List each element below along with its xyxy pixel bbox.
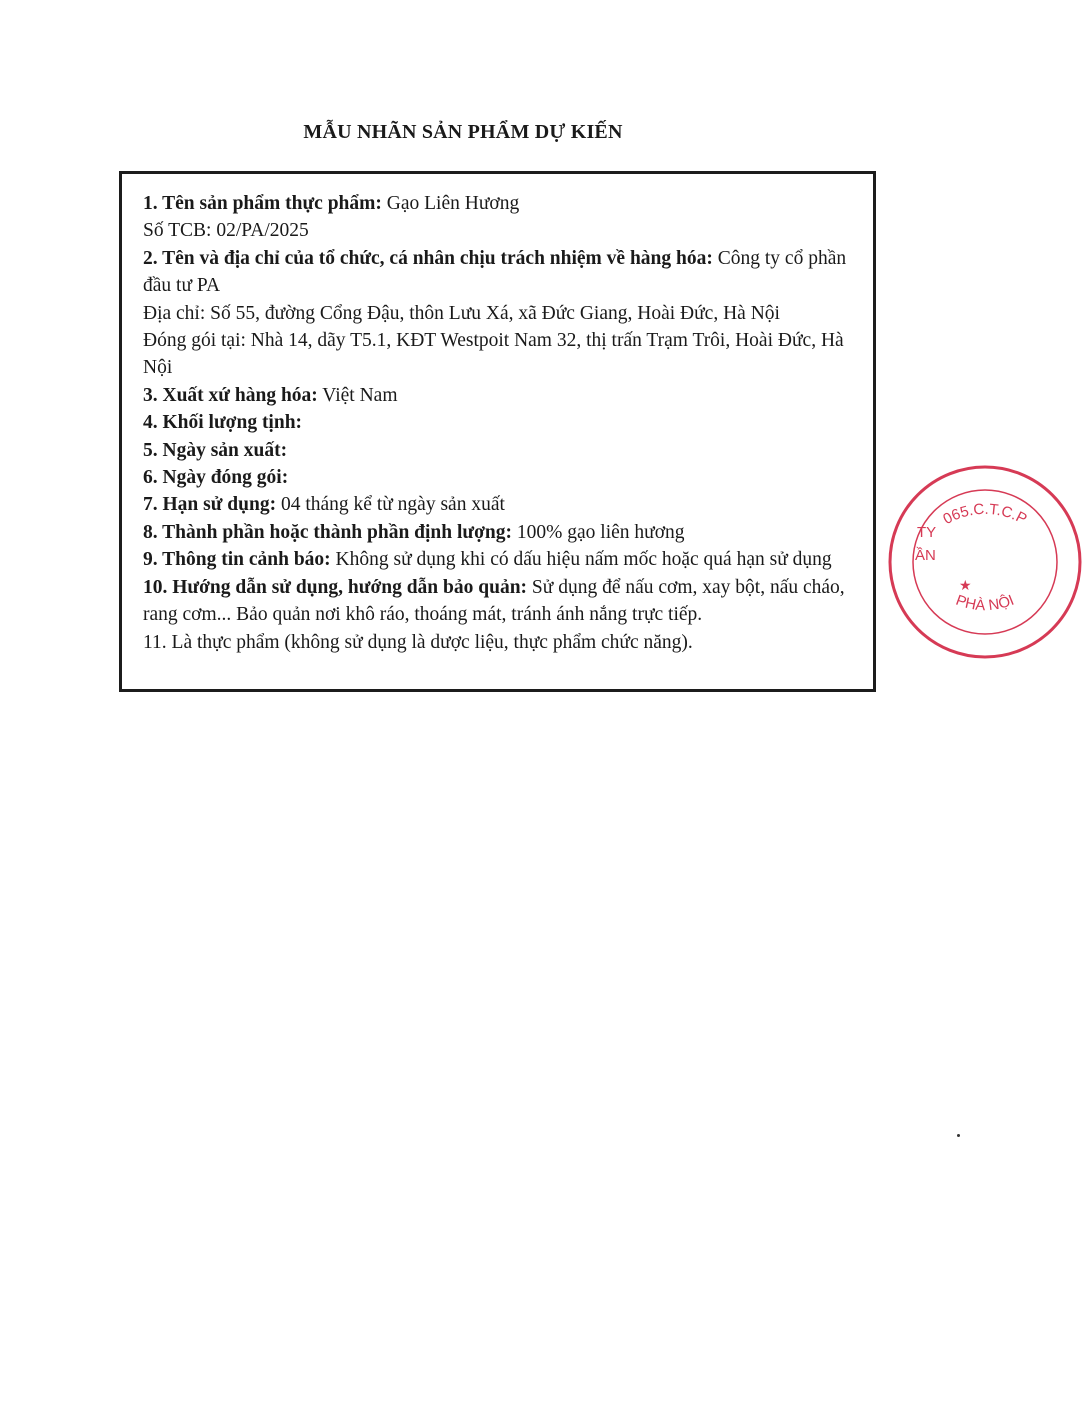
- net-weight-line: [143, 409, 851, 436]
- instructions-value: Sử dụng để nấu cơm, xay bột, nấu cháo, rang cơm... Bảo quản nơi khô ráo, thoáng mát, tránh ánh nắng trực tiếp.: [143, 576, 845, 626]
- product-name-value: Gạo Liên Hương: [381, 193, 520, 214]
- warning-label: 9. Thông tin cảnh báo:: [143, 549, 331, 571]
- ingredients-line: [143, 519, 851, 546]
- manufacture-date-line: [143, 437, 851, 464]
- organization-line: [143, 245, 851, 300]
- origin-line: [143, 382, 851, 409]
- product-label-box: [119, 171, 876, 692]
- net-weight-label: 4. Khối lượng tịnh:: [143, 412, 303, 434]
- origin-label: 3. Xuất xứ hàng hóa:: [143, 384, 318, 406]
- seal-inner-text-1: TY: [917, 524, 937, 541]
- ingredients-label: 8. Thành phần hoặc thành phần định lượng:: [143, 521, 512, 543]
- instructions-label: 10. Hướng dẫn sử dụng, hướng dẫn bảo quản:: [143, 576, 528, 598]
- tcb-number: Số TCB: 02/PA/2025: [143, 220, 309, 242]
- expiry-line: [143, 491, 851, 518]
- warning-value: Không sử dụng khi có dấu hiệu nấm mốc hoặc quá hạn sử dụng: [330, 549, 832, 571]
- instructions-line: [143, 574, 851, 629]
- page-title: MẪU NHÃN SẢN PHẨM DỰ KIẾN: [303, 121, 623, 143]
- organization-label: 2. Tên và địa chỉ của tổ chức, cá nhân chịu trách nhiệm về hàng hóa:: [143, 247, 713, 269]
- product-label-content: [122, 174, 873, 656]
- company-seal-stamp: [885, 462, 1085, 662]
- warning-line: [143, 546, 851, 573]
- seal-star-icon: ★: [959, 578, 972, 594]
- packing-date-line: [143, 464, 851, 491]
- manufacture-date-label: 5. Ngày sản xuất:: [143, 439, 288, 461]
- expiry-label: 7. Hạn sử dụng:: [143, 494, 277, 516]
- product-name-label: 1. Tên sản phẩm thực phẩm:: [143, 193, 382, 214]
- product-name-line: [143, 190, 851, 217]
- address-line: Địa chỉ: Số 55, đường Cổng Đậu, thôn Lưu Xá, xã Đức Giang, Hoài Đức, Hà Nội: [143, 302, 780, 324]
- seal-text-top: 065.C.T.C.P: [940, 500, 1030, 529]
- note-line: 11. Là thực phẩm (không sử dụng là dược liệu, thực phẩm chức năng).: [143, 631, 693, 653]
- expiry-value: 04 tháng kể từ ngày sản xuất: [276, 494, 505, 516]
- ingredients-value: 100% gạo liên hương: [512, 521, 685, 543]
- packing-date-label: 6. Ngày đóng gói:: [143, 467, 289, 489]
- origin-value: Việt Nam: [317, 384, 398, 406]
- organization-value: Công ty cổ phần đầu tư PA: [143, 247, 847, 297]
- scan-dot-mark: [957, 1134, 960, 1137]
- packed-at-line: Đóng gói tại: Nhà 14, dãy T5.1, KĐT Westpoit Nam 32, thị trấn Trạm Trôi, Hoài Đức, Hà Nội: [143, 330, 844, 379]
- seal-inner-text-2: ẦN: [915, 547, 936, 564]
- seal-text-bottom: PHÀ NỘI: [953, 591, 1017, 615]
